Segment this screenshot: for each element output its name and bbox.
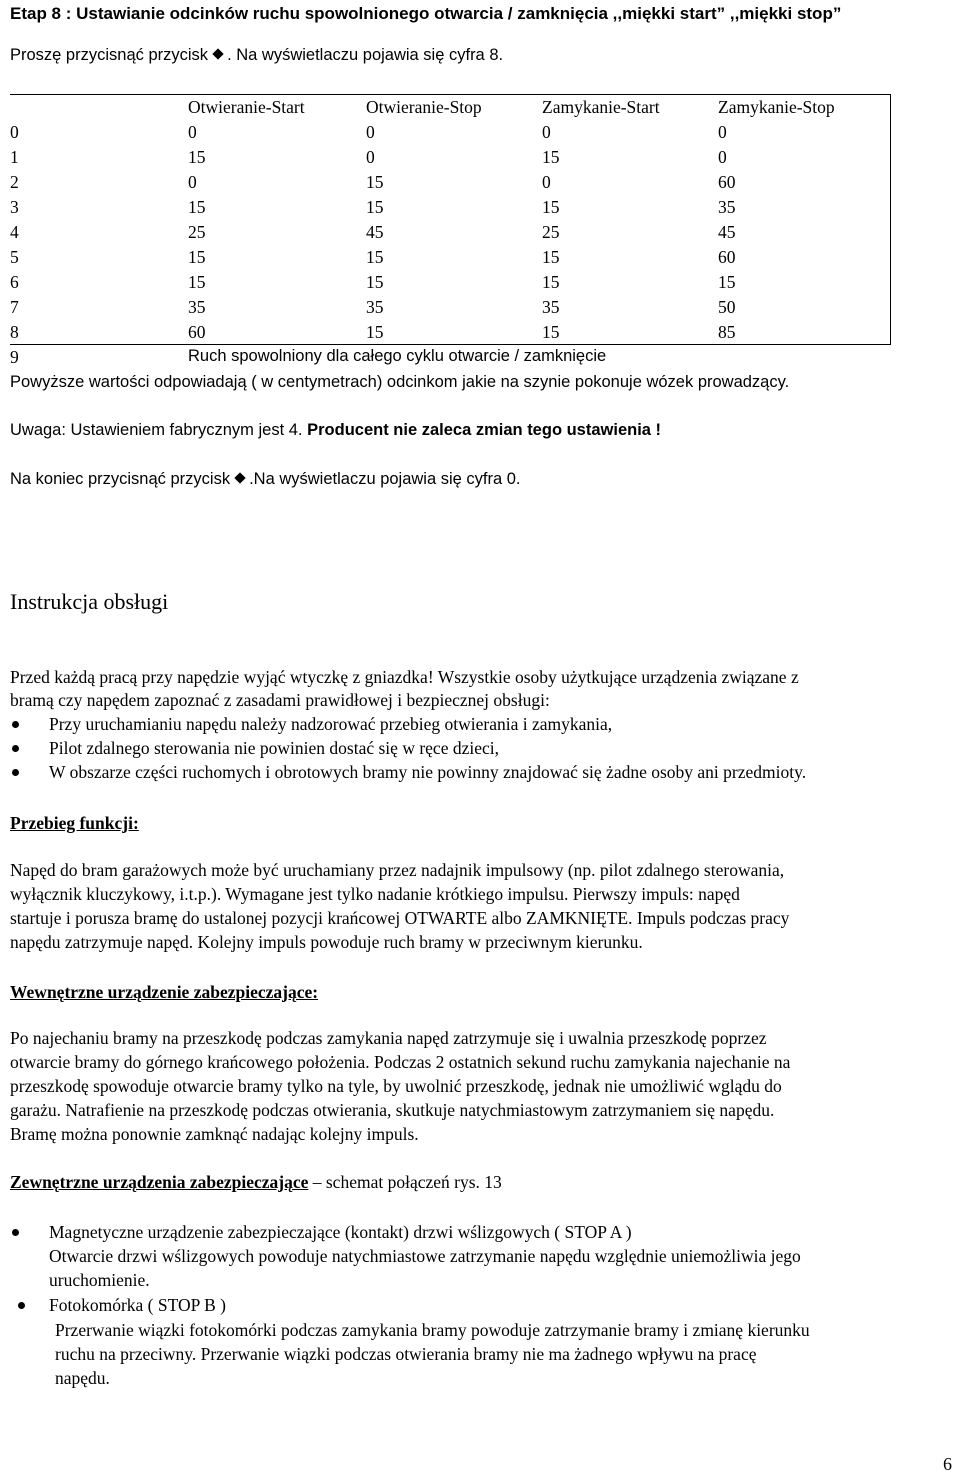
row-index: 5 [10,247,19,267]
bullet-icon [18,1302,25,1309]
external-heading-line [10,1172,502,1193]
intro-line [10,46,503,65]
table-row [10,269,890,294]
safety-bullet-3: W obszarze części ruchomych i obrotowych bramy nie powinny znajdować się żadne osoby ani przedmioty. [49,762,807,782]
values-note: Powyższe wartości odpowiadają ( w centymetrach) odcinkom jakie na szynie pokonuje wózek prowadzący. [10,373,790,391]
external-item-2-line-1: Przerwanie wiązki fotokomórki podczas zamykania bramy powoduje zatrzymanie bramy i zmianę kierunku [55,1320,810,1340]
cell-otwieranie-start: 60 [188,322,206,342]
row-index: 2 [10,172,19,192]
table-row [10,144,890,169]
page-number: 6 [943,1454,952,1474]
table-row [10,219,890,244]
cell-zamykanie-start: 15 [542,197,560,217]
table-header-row [10,94,890,119]
header-zamykanie-stop: Zamykanie-Stop [718,97,835,117]
table-row [10,194,890,219]
cell-zamykanie-start: 0 [542,122,551,142]
step-heading: Etap 8 : Ustawianie odcinków ruchu spowolnionego otwarcia / zamknięcia ,,miękki start” ,,miękki stop” [10,4,842,23]
end-line-after: .Na wyświetlaczu pojawia się cyfra 0. [249,470,521,488]
warning-bold: Producent nie zaleca zmian tego ustawienia ! [307,421,662,439]
cell-otwieranie-stop: 0 [366,147,375,167]
manual-title: Instrukcja obsługi [10,589,169,614]
function-heading: Przebieg funkcji: [10,813,139,833]
function-line-3: startuje i porusza bramę do ustalonej pozycji krańcowej OTWARTE albo ZAMKNIĘTE. Impuls podczas pracy [10,908,790,928]
row-index: 6 [10,272,19,292]
diamond-icon [212,48,223,59]
external-item-1-title: Magnetyczne urządzenie zabezpieczające (kontakt) drzwi wślizgowych ( STOP A ) [49,1222,632,1242]
safety-bullet-1: Przy uruchamianiu napędu należy nadzorować przebieg otwierania i zamykania, [49,714,613,734]
cell-otwieranie-start: 0 [188,172,197,192]
cell-otwieranie-start: 15 [188,272,206,292]
cell-otwieranie-start: 25 [188,222,206,242]
intro-line-after: . Na wyświetlaczu pojawia się cyfra 8. [227,46,504,64]
cell-otwieranie-stop: 15 [366,172,384,192]
cell-zamykanie-stop: 45 [718,222,736,242]
safety-bullet-2: Pilot zdalnego sterowania nie powinien dostać się w ręce dzieci, [49,738,499,758]
table-row [10,244,890,269]
cell-zamykanie-start: 15 [542,272,560,292]
internal-heading: Wewnętrzne urządzenie zabezpieczające: [10,982,319,1002]
internal-line-4: garażu. Natrafienie na przeszkodę podczas otwierania, skutkuje natychmiastowym zatrzymaniem się napędu. [10,1100,775,1120]
warning-line [10,421,661,440]
bullet-icon [12,1229,19,1236]
cell-otwieranie-stop: 15 [366,322,384,342]
internal-line-3: przeszkodę spowoduje otwarcie bramy tylko na tyle, by uwolnić przeszkodę, jednak nie umożliwić wglądu do [10,1076,782,1096]
bullet-icon [12,745,19,752]
cell-otwieranie-stop: 0 [366,122,375,142]
header-zamykanie-start: Zamykanie-Start [542,97,660,117]
table-right-border [890,94,891,345]
cell-otwieranie-start: 15 [188,197,206,217]
table-row [10,319,890,344]
cell-zamykanie-stop: 35 [718,197,736,217]
cell-otwieranie-start: 15 [188,147,206,167]
table-row [10,294,890,319]
cell-zamykanie-start: 15 [542,147,560,167]
end-line [10,470,521,489]
cell-zamykanie-stop: 60 [718,172,736,192]
cell-zamykanie-stop: 0 [718,122,727,142]
internal-line-5: Bramę można ponownie zamknąć nadając kolejny impuls. [10,1124,419,1144]
row-index: 9 [10,347,19,367]
cell-otwieranie-stop: 15 [366,247,384,267]
cell-otwieranie-stop: 15 [366,272,384,292]
cell-zamykanie-start: 0 [542,172,551,192]
row-index: 0 [10,122,19,142]
external-heading: Zewnętrzne urządzenia zabezpieczające [10,1172,309,1192]
cell-zamykanie-stop: 0 [718,147,727,167]
intro-line-before: Proszę przycisnąć przycisk [10,46,209,64]
table-bottom-border [10,344,890,345]
cell-zamykanie-start: 25 [542,222,560,242]
bullet-icon [12,721,19,728]
cell-zamykanie-stop: 15 [718,272,736,292]
cell-zamykanie-stop: 60 [718,247,736,267]
row-index: 1 [10,147,19,167]
function-line-2: wyłącznik kluczykowy, i.t.p.). Wymagane jest tylko nadanie krótkiego impulsu. Pierwszy impuls: napęd [10,884,740,904]
internal-line-2: otwarcie bramy do górnego krańcowego położenia. Podczas 2 ostatnich sekund ruchu zamykania najechanie na [10,1052,791,1072]
settings-table [10,94,890,369]
cell-zamykanie-stop: 85 [718,322,736,342]
diamond-icon [234,472,245,483]
safety-line-2: bramą czy napędem zapoznać z zasadami prawidłowej i bezpiecznej obsługi: [10,690,550,710]
internal-line-1: Po najechaniu bramy na przeszkodę podczas zamykania napęd zatrzymuje się i uwalnia przeszkodę poprzez [10,1028,767,1048]
external-item-1-line-1: Otwarcie drzwi wślizgowych powoduje natychmiastowe zatrzymanie napędu względnie uniemożliwia jego [49,1246,801,1266]
header-otwieranie-stop: Otwieranie-Stop [366,97,482,117]
last-row-text: Ruch spowolniony dla całego cyklu otwarcie / zamknięcie [188,347,607,365]
table-row-last [10,344,890,369]
cell-otwieranie-stop: 35 [366,297,384,317]
function-line-1: Napęd do bram garażowych może być uruchamiany przez nadajnik impulsowy (np. pilot zdalnego sterowania, [10,860,785,880]
row-index: 7 [10,297,19,317]
cell-otwieranie-start: 15 [188,247,206,267]
function-line-4: napędu zatrzymuje napęd. Kolejny impuls powoduje ruch bramy w przeciwnym kierunku. [10,932,643,952]
cell-zamykanie-start: 15 [542,322,560,342]
end-line-before: Na koniec przycisnąć przycisk [10,470,231,488]
cell-zamykanie-start: 35 [542,297,560,317]
row-index: 4 [10,222,19,242]
warning-plain: Uwaga: Ustawieniem fabrycznym jest 4. [10,421,303,439]
row-index: 8 [10,322,19,342]
row-index: 3 [10,197,19,217]
cell-zamykanie-stop: 50 [718,297,736,317]
external-item-2-line-3: napędu. [55,1368,110,1388]
cell-zamykanie-start: 15 [542,247,560,267]
cell-otwieranie-stop: 15 [366,197,384,217]
cell-otwieranie-stop: 45 [366,222,384,242]
cell-otwieranie-start: 0 [188,122,197,142]
bullet-icon [12,769,19,776]
external-item-1-line-2: uruchomienie. [49,1270,150,1290]
table-row [10,119,890,144]
header-otwieranie-start: Otwieranie-Start [188,97,305,117]
external-item-2-title: Fotokomórka ( STOP B ) [49,1295,226,1315]
table-row [10,169,890,194]
external-item-2-line-2: ruchu na przeciwny. Przerwanie wiązki podczas otwierania bramy nie ma żadnego wpływu na pracę [55,1344,757,1364]
cell-otwieranie-start: 35 [188,297,206,317]
safety-line-1: Przed każdą pracą przy napędzie wyjąć wtyczkę z gniazdka! Wszystkie osoby użytkujące urządzenia związane z [10,667,799,687]
external-suffix: – schemat połączeń rys. 13 [308,1172,502,1192]
